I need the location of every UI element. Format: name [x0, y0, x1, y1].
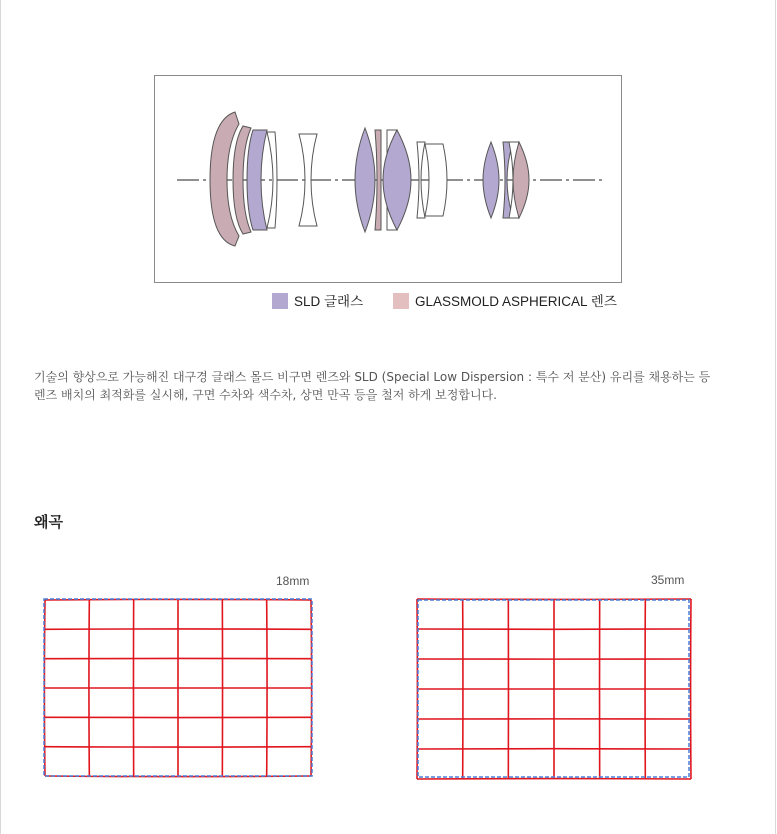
legend-aspherical-label: GLASSMOLD ASPHERICAL 렌즈	[415, 294, 617, 309]
distortion-lines-18mm	[44, 599, 311, 776]
lens-element-sld-2	[355, 128, 375, 232]
lens-description	[34, 368, 714, 404]
distortion-lines-35mm	[417, 599, 691, 779]
distortion-grid-18mm	[42, 597, 314, 779]
page-border-right	[775, 0, 776, 834]
legend-sld	[272, 292, 382, 312]
legend-sld-label: SLD 글래스	[294, 294, 364, 309]
legend-aspherical-swatch	[393, 293, 409, 309]
distortion-title: 왜곡	[34, 513, 63, 531]
distortion-grid-35mm	[415, 597, 693, 783]
lens-diagram-svg	[155, 76, 621, 282]
legend-sld-swatch	[272, 293, 288, 309]
description-line-2: 렌즈 배치의 최적화를 실시해, 구면 수차와 색수차, 상면 만곡 등을 철저 하게 보정합니다.	[34, 388, 497, 402]
focal-length-18mm: 18mm	[276, 574, 310, 588]
focal-length-35mm: 35mm	[651, 573, 685, 587]
lens-element-sld-4	[483, 142, 499, 218]
description-line-1: 기술의 향상으로 가능해진 대구경 글래스 몰드 비구면 렌즈와 SLD (Special Low Dispersion : 특수 저 분산) 유리를 채용하는 등	[34, 370, 711, 384]
legend-aspherical	[393, 292, 633, 312]
lens-diagram	[154, 75, 622, 283]
page-border-left	[0, 0, 1, 834]
